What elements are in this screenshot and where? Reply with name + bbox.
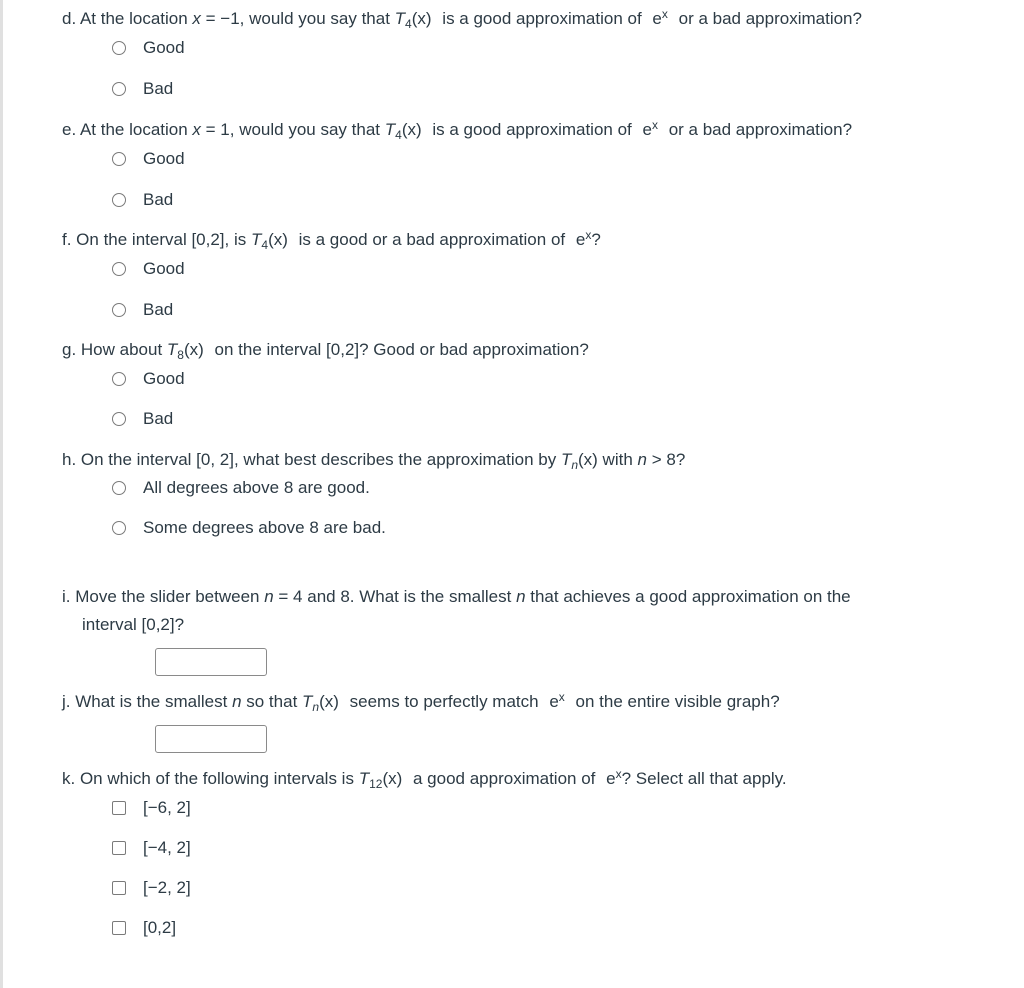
question-j	[62, 690, 780, 714]
option-label: Good	[143, 149, 185, 168]
checkbox[interactable]	[112, 921, 126, 935]
option-label: [−4, 2]	[143, 838, 191, 857]
question-k-mid: a good approximation of	[408, 769, 601, 788]
math-T: T	[250, 230, 262, 249]
question-h-option-some-bad[interactable]	[112, 517, 386, 539]
option-label: Good	[143, 369, 185, 388]
question-j-answer-input[interactable]	[155, 725, 267, 753]
math-sub: n	[312, 700, 320, 714]
question-d	[62, 7, 862, 31]
question-g	[62, 338, 589, 362]
math-sub: 12	[369, 777, 383, 791]
question-d-prefix: d. At the location	[62, 9, 193, 28]
radio-button[interactable]	[112, 152, 126, 166]
math-x: x	[192, 120, 201, 139]
question-k-suffix: ? Select all that apply.	[621, 769, 787, 788]
math-sup: x	[585, 228, 592, 242]
question-i-suffix: that achieves a good approximation on the	[525, 587, 851, 606]
question-e-eq: = 1, would you say that	[200, 120, 385, 139]
math-T: T	[358, 769, 370, 788]
option-label: [0,2]	[143, 918, 177, 937]
math-arg: (x)	[382, 769, 403, 788]
math-arg: (x)	[183, 340, 204, 359]
question-f-suffix: ?	[591, 230, 601, 249]
math-e: e	[652, 9, 662, 28]
option-label: Bad	[143, 79, 174, 98]
option-label: Some degrees above 8 are bad.	[143, 518, 386, 537]
question-e-prefix: e. At the location	[62, 120, 193, 139]
question-e-suffix: or a bad approximation?	[663, 120, 853, 139]
question-g-option-good[interactable]	[112, 368, 185, 390]
math-x: x	[192, 9, 201, 28]
question-h	[62, 448, 685, 472]
question-h-option-all-good[interactable]	[112, 477, 370, 499]
math-n: n	[516, 587, 526, 606]
question-d-option-good[interactable]	[112, 37, 185, 59]
question-e-mid: is a good approximation of	[427, 120, 637, 139]
question-f	[62, 228, 601, 252]
math-sub: 4	[261, 238, 269, 252]
math-n: n	[264, 587, 274, 606]
question-f-option-good[interactable]	[112, 258, 185, 280]
question-k	[62, 767, 787, 791]
question-f-mid: is a good or a bad approximation of	[293, 230, 570, 249]
radio-button[interactable]	[112, 412, 126, 426]
math-T: T	[560, 450, 572, 469]
checkbox[interactable]	[112, 801, 126, 815]
math-e: e	[642, 120, 652, 139]
radio-button[interactable]	[112, 193, 126, 207]
question-e-option-bad[interactable]	[112, 189, 173, 211]
option-label: Good	[143, 38, 185, 57]
question-e	[62, 118, 852, 142]
math-T: T	[394, 9, 406, 28]
question-d-mid: is a good approximation of	[437, 9, 647, 28]
radio-button[interactable]	[112, 481, 126, 495]
radio-button[interactable]	[112, 82, 126, 96]
radio-button[interactable]	[112, 41, 126, 55]
option-label: [−2, 2]	[143, 878, 191, 897]
question-k-option-neg4-2[interactable]	[112, 837, 191, 859]
question-k-option-0-2[interactable]	[112, 917, 176, 939]
question-k-option-neg6-2[interactable]	[112, 797, 191, 819]
math-e: e	[549, 692, 559, 711]
radio-button[interactable]	[112, 521, 126, 535]
question-i-line2: interval [0,2]?	[82, 615, 185, 634]
math-e: e	[575, 230, 586, 249]
math-sup: x	[558, 690, 565, 704]
question-e-option-good[interactable]	[112, 148, 185, 170]
math-sup: x	[661, 7, 668, 21]
question-d-suffix: or a bad approximation?	[673, 9, 862, 28]
question-g-suffix: on the interval [0,2]? Good or bad approximation?	[209, 340, 589, 359]
math-arg: (x)	[319, 692, 339, 711]
radio-button[interactable]	[112, 372, 126, 386]
option-label: All degrees above 8 are good.	[143, 478, 370, 497]
question-f-option-bad[interactable]	[112, 299, 173, 321]
question-j-suffix: on the entire visible graph?	[570, 692, 780, 711]
page-left-border	[0, 0, 3, 988]
question-d-option-bad[interactable]	[112, 78, 173, 100]
question-d-eq: = −1, would you say that	[200, 9, 395, 28]
option-label: [−6, 2]	[143, 798, 191, 817]
math-T: T	[384, 120, 396, 139]
math-T: T	[302, 692, 313, 711]
option-label: Bad	[143, 300, 174, 319]
question-k-option-neg2-2[interactable]	[112, 877, 191, 899]
math-sup: x	[651, 118, 658, 132]
question-i	[62, 583, 851, 639]
math-arg: (x)	[411, 9, 432, 28]
math-T: T	[166, 340, 178, 359]
math-sub: 4	[405, 17, 412, 31]
question-g-prefix: g. How about	[62, 340, 167, 359]
checkbox[interactable]	[112, 841, 126, 855]
question-i-answer-input[interactable]	[155, 648, 267, 676]
option-label: Bad	[143, 409, 174, 428]
math-n: n	[232, 692, 242, 711]
option-label: Good	[143, 259, 185, 278]
math-sub: 8	[177, 348, 184, 362]
question-i-prefix: i. Move the slider between	[62, 587, 265, 606]
question-j-mid: so that	[241, 692, 303, 711]
math-arg: (x)	[401, 120, 422, 139]
checkbox[interactable]	[112, 881, 126, 895]
math-arg: (x) with	[578, 450, 638, 469]
question-h-suffix: > 8?	[646, 450, 686, 469]
math-arg: (x)	[268, 230, 288, 249]
math-e: e	[606, 769, 616, 788]
question-j-mid2: seems to perfectly match	[344, 692, 544, 711]
math-sub: 4	[395, 128, 402, 142]
question-g-option-bad[interactable]	[112, 408, 173, 430]
math-sub: n	[571, 458, 579, 472]
question-h-prefix: h. On the interval [0, 2], what best describes the approximation by	[62, 450, 561, 469]
radio-button[interactable]	[112, 262, 126, 276]
math-n: n	[637, 450, 647, 469]
question-i-mid: = 4 and 8. What is the smallest	[273, 587, 517, 606]
question-j-prefix: j. What is the smallest	[62, 692, 233, 711]
option-label: Bad	[143, 190, 174, 209]
question-k-prefix: k. On which of the following intervals is	[62, 769, 359, 788]
radio-button[interactable]	[112, 303, 126, 317]
math-sup: x	[615, 767, 622, 781]
question-f-prefix: f. On the interval [0,2], is	[62, 230, 251, 249]
